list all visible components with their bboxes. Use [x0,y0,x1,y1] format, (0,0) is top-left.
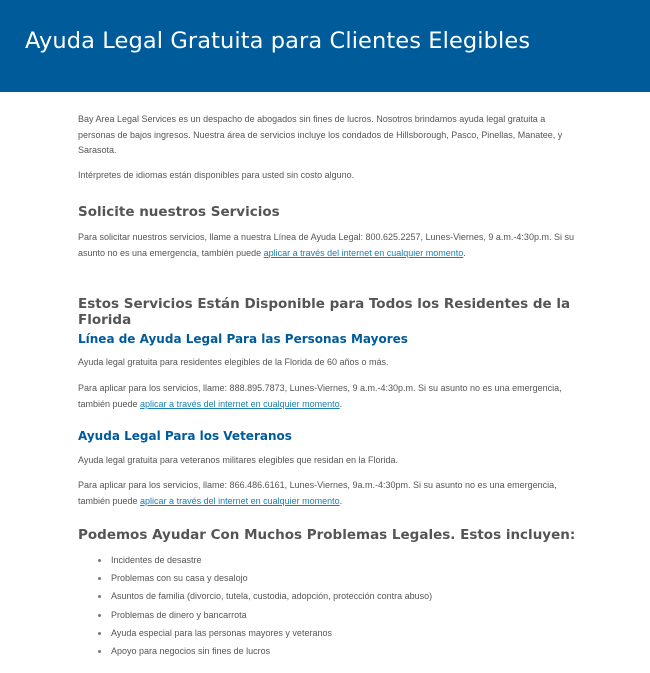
interpreters-note: Intérpretes de idiomas están disponibles para usted sin costo alguno. [78,170,355,180]
veterans-apply-text [78,478,578,509]
seniors-description: Ayuda legal gratuita para residentes elegibles de la Florida de 60 años o más. [78,357,389,367]
legal-problems-heading: Podemos Ayudar Con Muchos Problemas Legales. Estos incluyen: [78,527,576,543]
request-services-text [78,230,578,261]
list-item: Problemas de dinero y bancarrota [78,606,578,624]
seniors-heading: Línea de Ayuda Legal Para las Personas Mayores [78,332,408,346]
request-services-heading: Solicite nuestros Servicios [78,204,280,220]
list-item: Apoyo para negocios sin fines de lucros [78,642,578,660]
veterans-heading: Ayuda Legal Para los Veteranos [78,429,292,443]
list-item: Ayuda especial para las personas mayores y veteranos [78,624,578,642]
legal-problems-list [78,551,578,660]
veterans-period: . [339,495,343,506]
veterans-description: Ayuda legal gratuita para veteranos militares elegibles que residan en la Florida. [78,455,399,465]
page-header [0,0,650,92]
seniors-apply-text [78,381,578,412]
seniors-apply-online-link[interactable]: aplicar a través del internet en cualquier momento [140,398,340,409]
page-title: Ayuda Legal Gratuita para Clientes Elegibles [25,28,531,54]
seniors-period: . [339,398,343,409]
request-services-text-body: Para solicitar nuestros servicios, llame a nuestra Línea de Ayuda Legal: 800.625.2257, Lunes-Viernes, 9 a.m.-4:30p.m. Si su asunto no es una emergencia, también puede [78,232,574,258]
request-apply-online-link[interactable]: aplicar a través del internet en cualquier momento [263,247,464,258]
intro-paragraph: Bay Area Legal Services es un despacho de abogados sin fines de lucros. Nosotros brindamos ayuda legal gratuita a personas de bajos ingresos. Nuestra área de servicios incluye los condados de Hillsborough, Pasco, Pinellas, Manatee, y Sarasota. [78,114,563,155]
all-residents-heading: Estos Servicios Están Disponible para Todos los Residentes de la Florida [78,296,571,328]
list-item: Problemas con su casa y desalojo [78,569,578,587]
list-item: Asuntos de familia (divorcio, tutela, custodia, adopción, protección contra abuso) [78,587,578,605]
request-period: . [463,247,466,258]
seniors-apply-text-body: Para aplicar para los servicios, llame: 888.895.7873, Lunes-Viernes, 9 a.m.-4:30p.m. Si su asunto no es una emergencia, también puede [78,383,562,409]
veterans-apply-online-link[interactable]: aplicar a través del internet en cualquier momento [140,495,340,506]
list-item: Incidentes de desastre [78,551,578,569]
veterans-apply-text-body: Para aplicar para los servicios, llame: 866.486.6161, Lunes-Viernes, 9a.m.-4:30pm. Si su asunto no es una emergencia, también puede [78,480,557,506]
